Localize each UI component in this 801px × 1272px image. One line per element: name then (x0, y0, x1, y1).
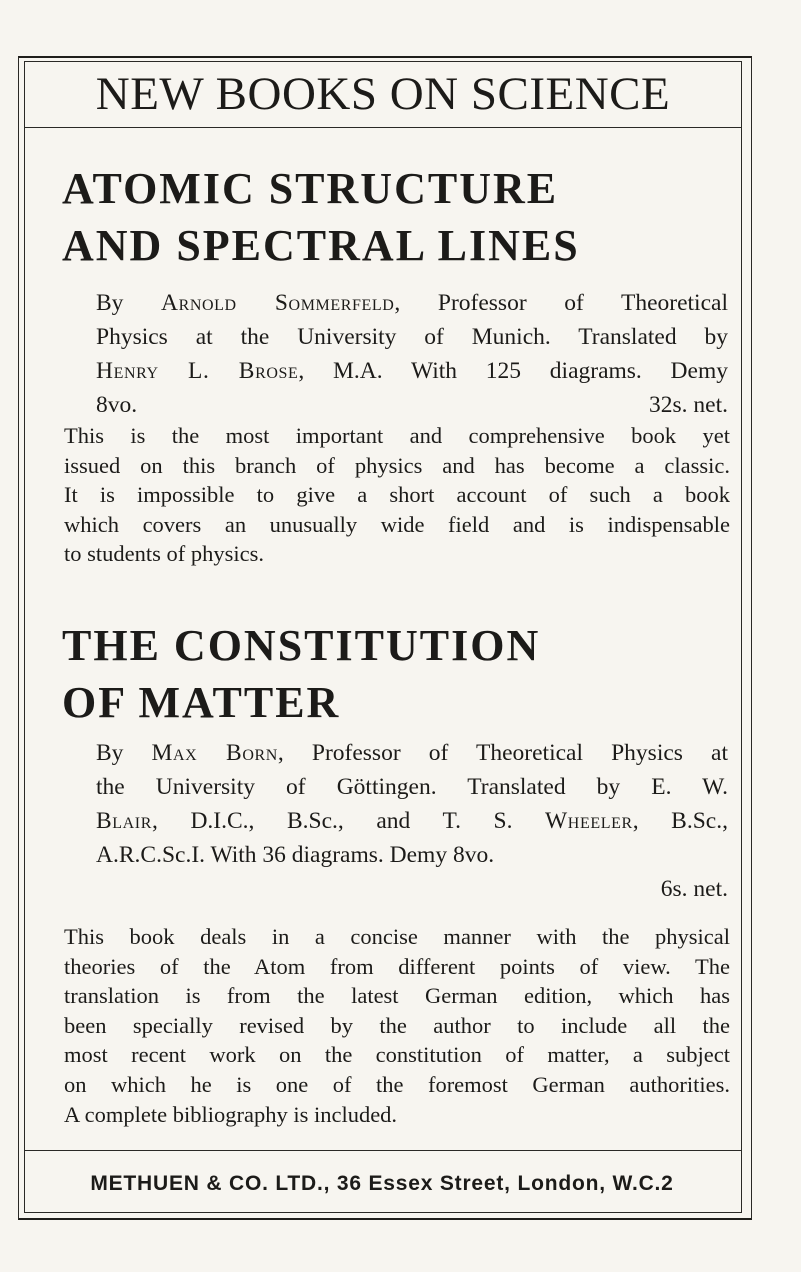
book-title-line: AND SPECTRAL LINES (62, 221, 580, 270)
description-line: most recent work on the constitution of matter, a subject (64, 1042, 730, 1068)
description-line: on which he is one of the foremost German authorities. (64, 1071, 730, 1097)
byline-line (96, 286, 728, 320)
description-line: This book deals in a concise manner with the physical (64, 924, 730, 949)
book-byline (96, 736, 728, 906)
byline-text: By (96, 290, 162, 316)
publisher-footer: METHUEN & CO. LTD., 36 Essex Street, London, W.C.2 (90, 1172, 674, 1195)
byline-text: By (96, 740, 152, 766)
translator-name: Blair (96, 808, 153, 834)
header-divider (24, 127, 742, 128)
description-line: translation is from the latest German edition, which has (64, 983, 730, 1009)
byline-line: 8vo. (96, 392, 138, 418)
byline-line (96, 354, 728, 388)
byline-line: A.R.C.Sc.I. With 36 diagrams. Demy 8vo. (96, 842, 495, 868)
byline-text: , Professor of Theoretical Physics at (277, 740, 728, 766)
book-byline (96, 286, 728, 422)
byline-text: , D.I.C., B.Sc., and T. S. (152, 808, 546, 834)
description-line: to students of physics. (64, 541, 264, 567)
byline-line: the University of Göttingen. Translated by E. W. (96, 774, 728, 800)
description-line: theories of the Atom from different points of view. The (64, 953, 730, 979)
translator-name: Wheeler (545, 808, 633, 834)
byline-line: Physics at the University of Munich. Translated by (96, 324, 728, 350)
book-description (64, 922, 730, 1129)
byline-text: , Professor of Theoretical (394, 290, 728, 316)
translator-name: Henry L. Brose (96, 358, 299, 384)
description-line: been specially revised by the author to include all the (64, 1012, 730, 1038)
book-price: 32s. net. (649, 392, 728, 418)
book-title-line: ATOMIC STRUCTURE (62, 164, 559, 213)
byline-text: , M.A. With 125 diagrams. Demy (298, 358, 728, 384)
description-line: issued on this branch of physics and has become a classic. (64, 452, 730, 478)
description-line: It is impossible to give a short account of such a book (64, 482, 730, 508)
description-line: This is the most important and comprehensive book yet (64, 423, 730, 448)
book-title-line: THE CONSTITUTION (62, 621, 541, 670)
author-name: Arnold Sommerfeld (161, 290, 395, 316)
description-line: A complete bibliography is included. (64, 1101, 398, 1127)
byline-text: , B.Sc., (632, 808, 728, 834)
byline-line (96, 736, 728, 770)
description-line: which covers an unusually wide field and is indispensable (64, 511, 730, 537)
book-description (64, 421, 730, 569)
byline-line (96, 804, 728, 838)
book-price: 6s. net. (660, 876, 728, 902)
page-headline: NEW BOOKS ON SCIENCE (95, 68, 671, 120)
footer-divider (24, 1150, 742, 1151)
book-title-line: OF MATTER (62, 678, 341, 727)
author-name: Max Born (151, 740, 278, 766)
